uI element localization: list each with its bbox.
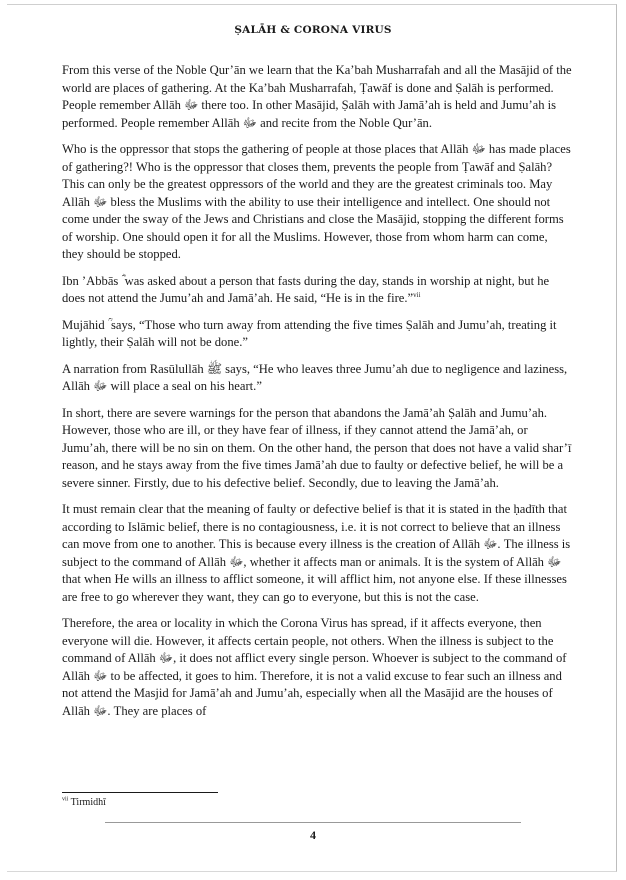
footnote-reference[interactable]: vii bbox=[413, 290, 421, 299]
paragraph-2: Who is the oppressor that stops the gathering of people at those places that Allāh ﷻ has made places of gathering?! Who is the oppressor that closes them, prevents the people from Ṭawāf and Ṣalāh? This can only be the greatest oppressors of the world and they are the greatest criminals too. May Allāh ﷻ bless the Muslims with the ability to use their intelligence and intellect. One should not come under the sway of the Jews and Christians and close the Masājid, stopping the different forms of worship. One should open it for all the Muslims. However, those from whom harm can come, they should be stopped. bbox=[62, 142, 571, 261]
paragraph-ibn-abbas bbox=[62, 273, 572, 308]
paragraph-defective-belief: It must remain clear that the meaning of faulty or defective belief is that it is stated in the ḥadīth that according to Islāmic belief, there is no contagiousness, i.e. it is not correct to believe that an illness can move from one to another. This is because every illness is the creation of Allāh ﷻ. The illness is subject to the command of Allāh ﷻ, whether it affects man or animals. It is the system of Allāh ﷻ that when He wills an illness to afflict someone, it will afflict him, not anyone else. If these illnesses are free to go wherever they want, they can go to everyone, but this is not the case. bbox=[62, 502, 571, 604]
page-body bbox=[62, 62, 572, 728]
page-number: 4 bbox=[310, 828, 316, 842]
paragraph-1: From this verse of the Noble Qur’ān we learn that the Ka’bah Musharrafah and all the Masājid of the world are places of gathering. At the Ka’bah Musharrafah, Ṭawāf is done and Ṣalāh is performed. People remember Allāh ﷻ there too. In other Masājid, Ṣalāh with Jamā’ah is held and Jumu’ah is performed. People remember Allāh ﷻ and recite from the Noble Qur’ān. bbox=[62, 63, 572, 130]
footnote-divider bbox=[62, 792, 218, 793]
paragraph-therefore: Therefore, the area or locality in which the Corona Virus has spread, if it affects everyone, then everyone will die. However, it affects certain people, not others. When the illness is subject to the command of Allāh ﷻ, it does not afflict every single person. Whoever is subject to the command of Allāh ﷻ to be affected, it goes to him. Therefore, it is not a valid excuse to fear such an illness and not attend the Masjid for Jamā’ah and Jumu’ah, especially when all the Masājid are the houses of Allāh ﷻ. They are places of bbox=[62, 616, 567, 718]
footnote bbox=[62, 797, 106, 808]
footer-divider bbox=[105, 822, 521, 823]
paragraph-ibn-abbas-text: Ibn ’Abbās ؓ was asked about a person that fasts during the day, stands in worship at night, but he does not attend the Jumu’ah and Jamā’ah. He said, “He is in the fire.” bbox=[62, 273, 550, 305]
footnote-marker: vii bbox=[62, 796, 69, 803]
paragraph-in-short: In short, there are severe warnings for the person that abandons the Jamā’ah Ṣalāh and Jumu’ah. However, those who are ill, or they have fear of illness, if they cannot attend the Jamā’ah, or Jumu’ah, there will be no sin on them. On the other hand, the person that does not have a valid shar’ī reason, and he stays away from the five times Jamā’ah due to faulty or defective belief, he will be a severe sinner. Firstly, due to his defective belief. Secondly, due to leaving the Jamā’ah. bbox=[62, 405, 572, 490]
paragraph-narration: A narration from Rasūlullāh ﷺ says, “He who leaves three Jumu’ah due to negligence and laziness, Allāh ﷻ will place a seal on his heart.” bbox=[62, 361, 568, 393]
paragraph-mujahid: Mujāhid ؒ says, “Those who turn away from attending the five times Ṣalāh and Jumu’ah, treating it lightly, their Ṣalāh will not be done.” bbox=[62, 317, 557, 349]
running-header: ṢALĀH & CORONA VIRUS bbox=[234, 24, 392, 36]
footnote-text: Tirmidhī bbox=[70, 797, 106, 808]
